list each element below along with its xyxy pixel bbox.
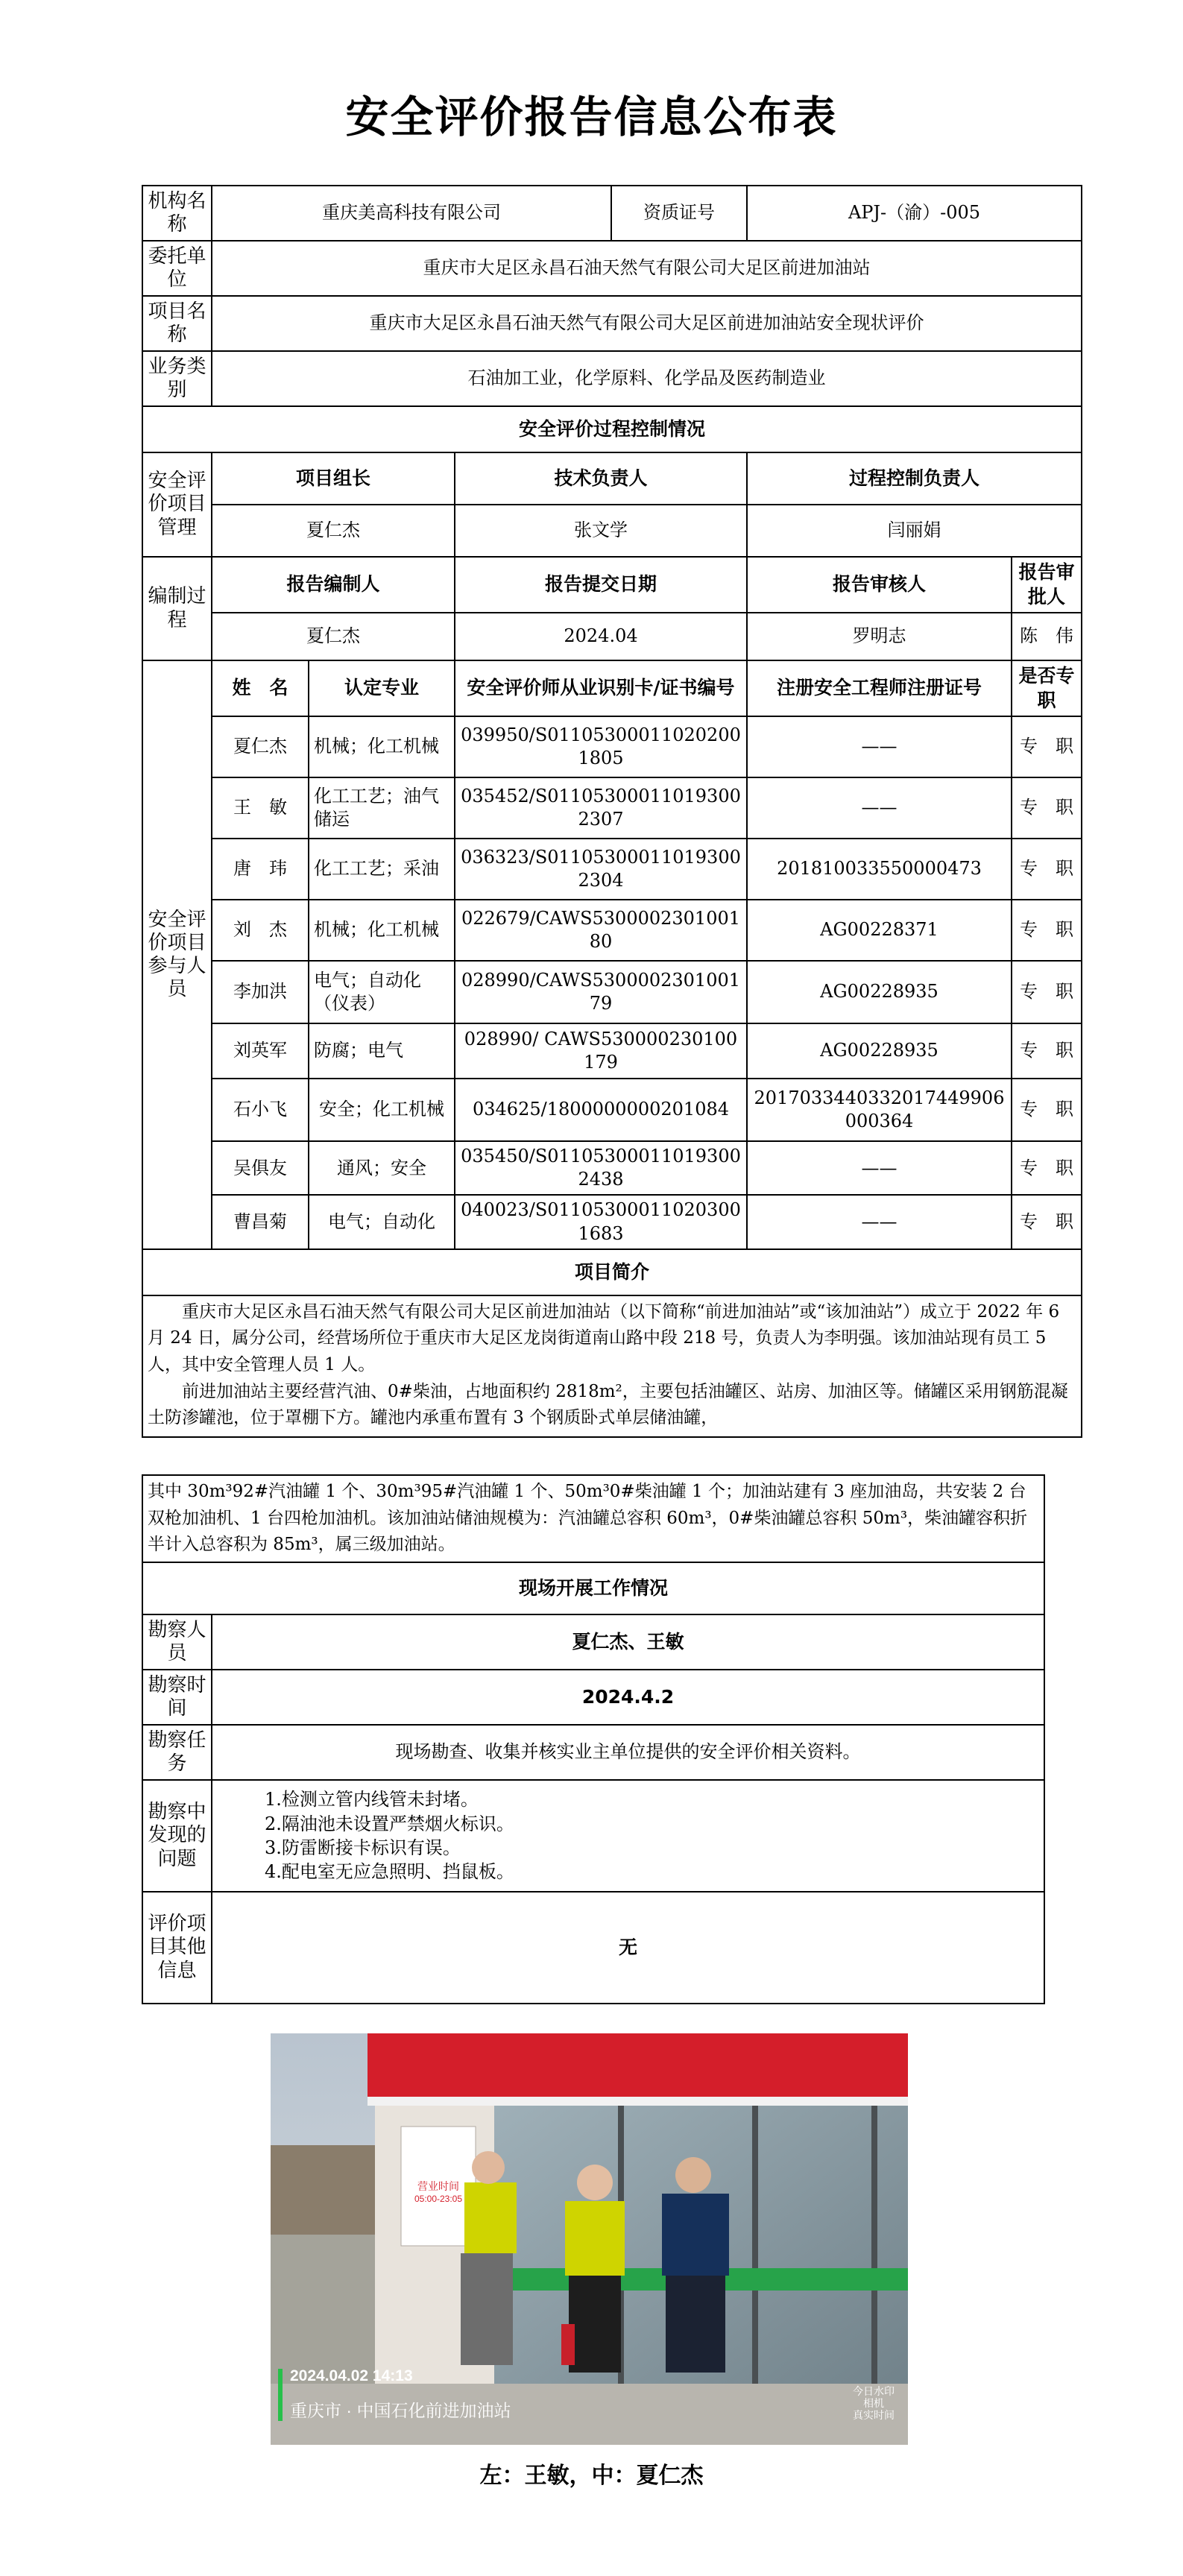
person-fulltime: 专 职 <box>1012 839 1082 900</box>
other-info-label: 评价项目其他信息 <box>142 1892 212 2004</box>
mgmt-value-leader: 夏仁杰 <box>212 505 455 557</box>
person-major: 电气；自动化（仪表） <box>309 961 455 1023</box>
photo-location: 重庆市 · 中国石化前进加油站 <box>290 2401 511 2420</box>
photo-timestamp: 2024.04.02 14:13 <box>290 2367 413 2384</box>
other-info: 无 <box>212 1892 1044 2004</box>
person-fulltime: 专 职 <box>1012 1023 1082 1079</box>
person-major: 通风；安全 <box>309 1141 455 1195</box>
intro-paragraph-3: 其中 30m³92#汽油罐 1 个、30m³95#汽油罐 1 个、50m³0#柴油罐 1 个；加油站建有 3 座加油岛，共安装 2 台双枪加油机、1 台四枪加油机。该加油站储油规模为：汽油罐总容积 60m³，0#柴油罐总容积 50m³，柴油罐容积折半计入总容积为 85m³，属三级加油站。 <box>142 1475 1044 1562</box>
person-reg: AG00228371 <box>747 900 1012 961</box>
personnel-label: 安全评价项目参与人员 <box>142 660 212 1249</box>
person-fulltime: 专 职 <box>1012 1195 1082 1248</box>
person-name: 曹昌菊 <box>212 1195 309 1248</box>
photo-watermark <box>853 2385 895 2421</box>
watermark-line: 相机 <box>863 2397 884 2410</box>
project-label: 项目名称 <box>142 296 212 351</box>
compile-value-reviewer: 罗明志 <box>747 613 1012 660</box>
person-name: 石小飞 <box>212 1079 309 1141</box>
person-major: 化工工艺；采油 <box>309 839 455 900</box>
compile-header-date: 报告提交日期 <box>455 557 747 613</box>
process-header: 安全评价过程控制情况 <box>142 406 1082 452</box>
person-fulltime: 专 职 <box>1012 1079 1082 1141</box>
compile-header-reviewer: 报告审核人 <box>747 557 1012 613</box>
person-fulltime: 专 职 <box>1012 961 1082 1023</box>
hours-title: 营业时间 <box>417 2180 459 2192</box>
person-reg: 2017033440332017449906000364 <box>747 1079 1012 1141</box>
org-value: 重庆美高科技有限公司 <box>212 186 611 241</box>
issue-item: 2.隔油池未设置严禁烟火标识。 <box>265 1813 514 1834</box>
person-fulltime: 专 职 <box>1012 900 1082 961</box>
personnel-header-fulltime: 是否专职 <box>1012 660 1082 716</box>
issue-item: 3.防雷断接卡标识有误。 <box>265 1837 461 1858</box>
survey-time: 2024.4.2 <box>212 1670 1044 1725</box>
person-card: 034625/1800000000201084 <box>455 1079 747 1141</box>
fieldwork-table <box>142 1474 1045 2004</box>
person-card: 028990/ CAWS530000230100179 <box>455 1023 747 1079</box>
survey-task-label: 勘察任务 <box>142 1725 212 1780</box>
person-major: 化工工艺；油气储运 <box>309 777 455 839</box>
person-major: 机械；化工机械 <box>309 900 455 961</box>
person-name: 吴俱友 <box>212 1141 309 1195</box>
person-fulltime: 专 职 <box>1012 777 1082 839</box>
survey-time-label: 勘察时间 <box>142 1670 212 1725</box>
intro-paragraph-2: 前进加油站主要经营汽油、0#柴油，占地面积约 2818m²，主要包括油罐区、站房、加油区等。储罐区采用钢筋混凝土防渗罐池，位于罩棚下方。罐池内承重布置有 3 个钢质卧式单层储油罐， <box>148 1381 1068 1428</box>
person-card: 035450/S011053000110193002438 <box>455 1141 747 1195</box>
mgmt-header-tech: 技术负责人 <box>455 452 747 505</box>
mgmt-header-leader: 项目组长 <box>212 452 455 505</box>
fieldwork-header: 现场开展工作情况 <box>142 1562 1044 1614</box>
compile-value-date: 2024.04 <box>455 613 747 660</box>
person-name: 李加洪 <box>212 961 309 1023</box>
project-value: 重庆市大足区永昌石油天然气有限公司大足区前进加油站安全现状评价 <box>212 296 1082 351</box>
management-label: 安全评价项目管理 <box>142 452 212 557</box>
survey-people: 夏仁杰、王敏 <box>212 1614 1044 1670</box>
intro-paragraph-1: 重庆市大足区永昌石油天然气有限公司大足区前进加油站（以下简称“前进加油站”或“该加油站”）成立于 2022 年 6 月 24 日，属分公司，经营场所位于重庆市大足区龙岗街道南山路中段 218 号，负责人为李明强。该加油站现有员工 5 人，其中安全管理人员 1 人。 <box>148 1301 1060 1375</box>
mgmt-header-control: 过程控制负责人 <box>747 452 1082 505</box>
issue-item: 4.配电室无应急照明、挡鼠板。 <box>265 1861 514 1883</box>
person-name: 唐 玮 <box>212 839 309 900</box>
person-reg: AG00228935 <box>747 1023 1012 1079</box>
personnel-header-major: 认定专业 <box>309 660 455 716</box>
person-card: 039950/S011053000110202001805 <box>455 716 747 777</box>
cert-label: 资质证号 <box>611 186 747 241</box>
person-reg: AG00228935 <box>747 961 1012 1023</box>
person-name: 夏仁杰 <box>212 716 309 777</box>
compile-value-approver: 陈 伟 <box>1012 613 1082 660</box>
compile-header-author: 报告编制人 <box>212 557 455 613</box>
info-table <box>142 185 1082 1438</box>
person-reg: —— <box>747 1141 1012 1195</box>
person-reg: —— <box>747 716 1012 777</box>
person-card: 040023/S011053000110203001683 <box>455 1195 747 1248</box>
person-name: 刘 杰 <box>212 900 309 961</box>
person-major: 机械；化工机械 <box>309 716 455 777</box>
mgmt-value-control: 闫丽娟 <box>747 505 1082 557</box>
personnel-header-name: 姓 名 <box>212 660 309 716</box>
business-value: 石油加工业，化学原料、化学品及医药制造业 <box>212 351 1082 406</box>
person-major: 防腐；电气 <box>309 1023 455 1079</box>
business-hours-sign <box>403 2179 473 2204</box>
business-label: 业务类别 <box>142 351 212 406</box>
org-label: 机构名称 <box>142 186 212 241</box>
person-major: 电气；自动化 <box>309 1195 455 1248</box>
intro-text <box>142 1295 1082 1437</box>
issues-list <box>212 1780 1044 1892</box>
client-label: 委托单位 <box>142 241 212 296</box>
issue-item: 1.检测立管内线管未封堵。 <box>265 1789 479 1811</box>
person-card: 035452/S011053000110193002307 <box>455 777 747 839</box>
person-card: 036323/S011053000110193002304 <box>455 839 747 900</box>
intro-header: 项目简介 <box>142 1249 1082 1295</box>
person-name: 刘英军 <box>212 1023 309 1079</box>
person-fulltime: 专 职 <box>1012 716 1082 777</box>
watermark-line: 今日水印 <box>853 2385 895 2397</box>
page-title: 安全评价报告信息公布表 <box>345 92 838 142</box>
person-name: 王 敏 <box>212 777 309 839</box>
survey-people-label: 勘察人员 <box>142 1614 212 1670</box>
watermark-line: 真实时间 <box>853 2409 895 2422</box>
hours-value: 05:00-23:05 <box>414 2194 463 2204</box>
personnel-header-card: 安全评价师从业识别卡/证书编号 <box>455 660 747 716</box>
personnel-header-reg: 注册安全工程师注册证号 <box>747 660 1012 716</box>
photo-caption: 左：王敏，中：夏仁杰 <box>479 2463 704 2489</box>
compile-header-approver: 报告审批人 <box>1012 557 1082 613</box>
compile-label: 编制过程 <box>142 557 212 660</box>
client-value: 重庆市大足区永昌石油天然气有限公司大足区前进加油站 <box>212 241 1082 296</box>
cert-value: APJ-（渝）-005 <box>747 186 1082 241</box>
person-card: 022679/CAWS530000230100180 <box>455 900 747 961</box>
person-major: 安全；化工机械 <box>309 1079 455 1141</box>
person-card: 028990/CAWS530000230100179 <box>455 961 747 1023</box>
person-reg: —— <box>747 777 1012 839</box>
person-fulltime: 专 职 <box>1012 1141 1082 1195</box>
issues-label: 勘察中发现的问题 <box>142 1780 212 1892</box>
survey-task: 现场勘查、收集并核实业主单位提供的安全评价相关资料。 <box>212 1725 1044 1780</box>
person-reg: 201810033550000473 <box>747 839 1012 900</box>
mgmt-value-tech: 张文学 <box>455 505 747 557</box>
site-photo <box>271 2033 908 2445</box>
compile-value-author: 夏仁杰 <box>212 613 455 660</box>
person-reg: —— <box>747 1195 1012 1248</box>
